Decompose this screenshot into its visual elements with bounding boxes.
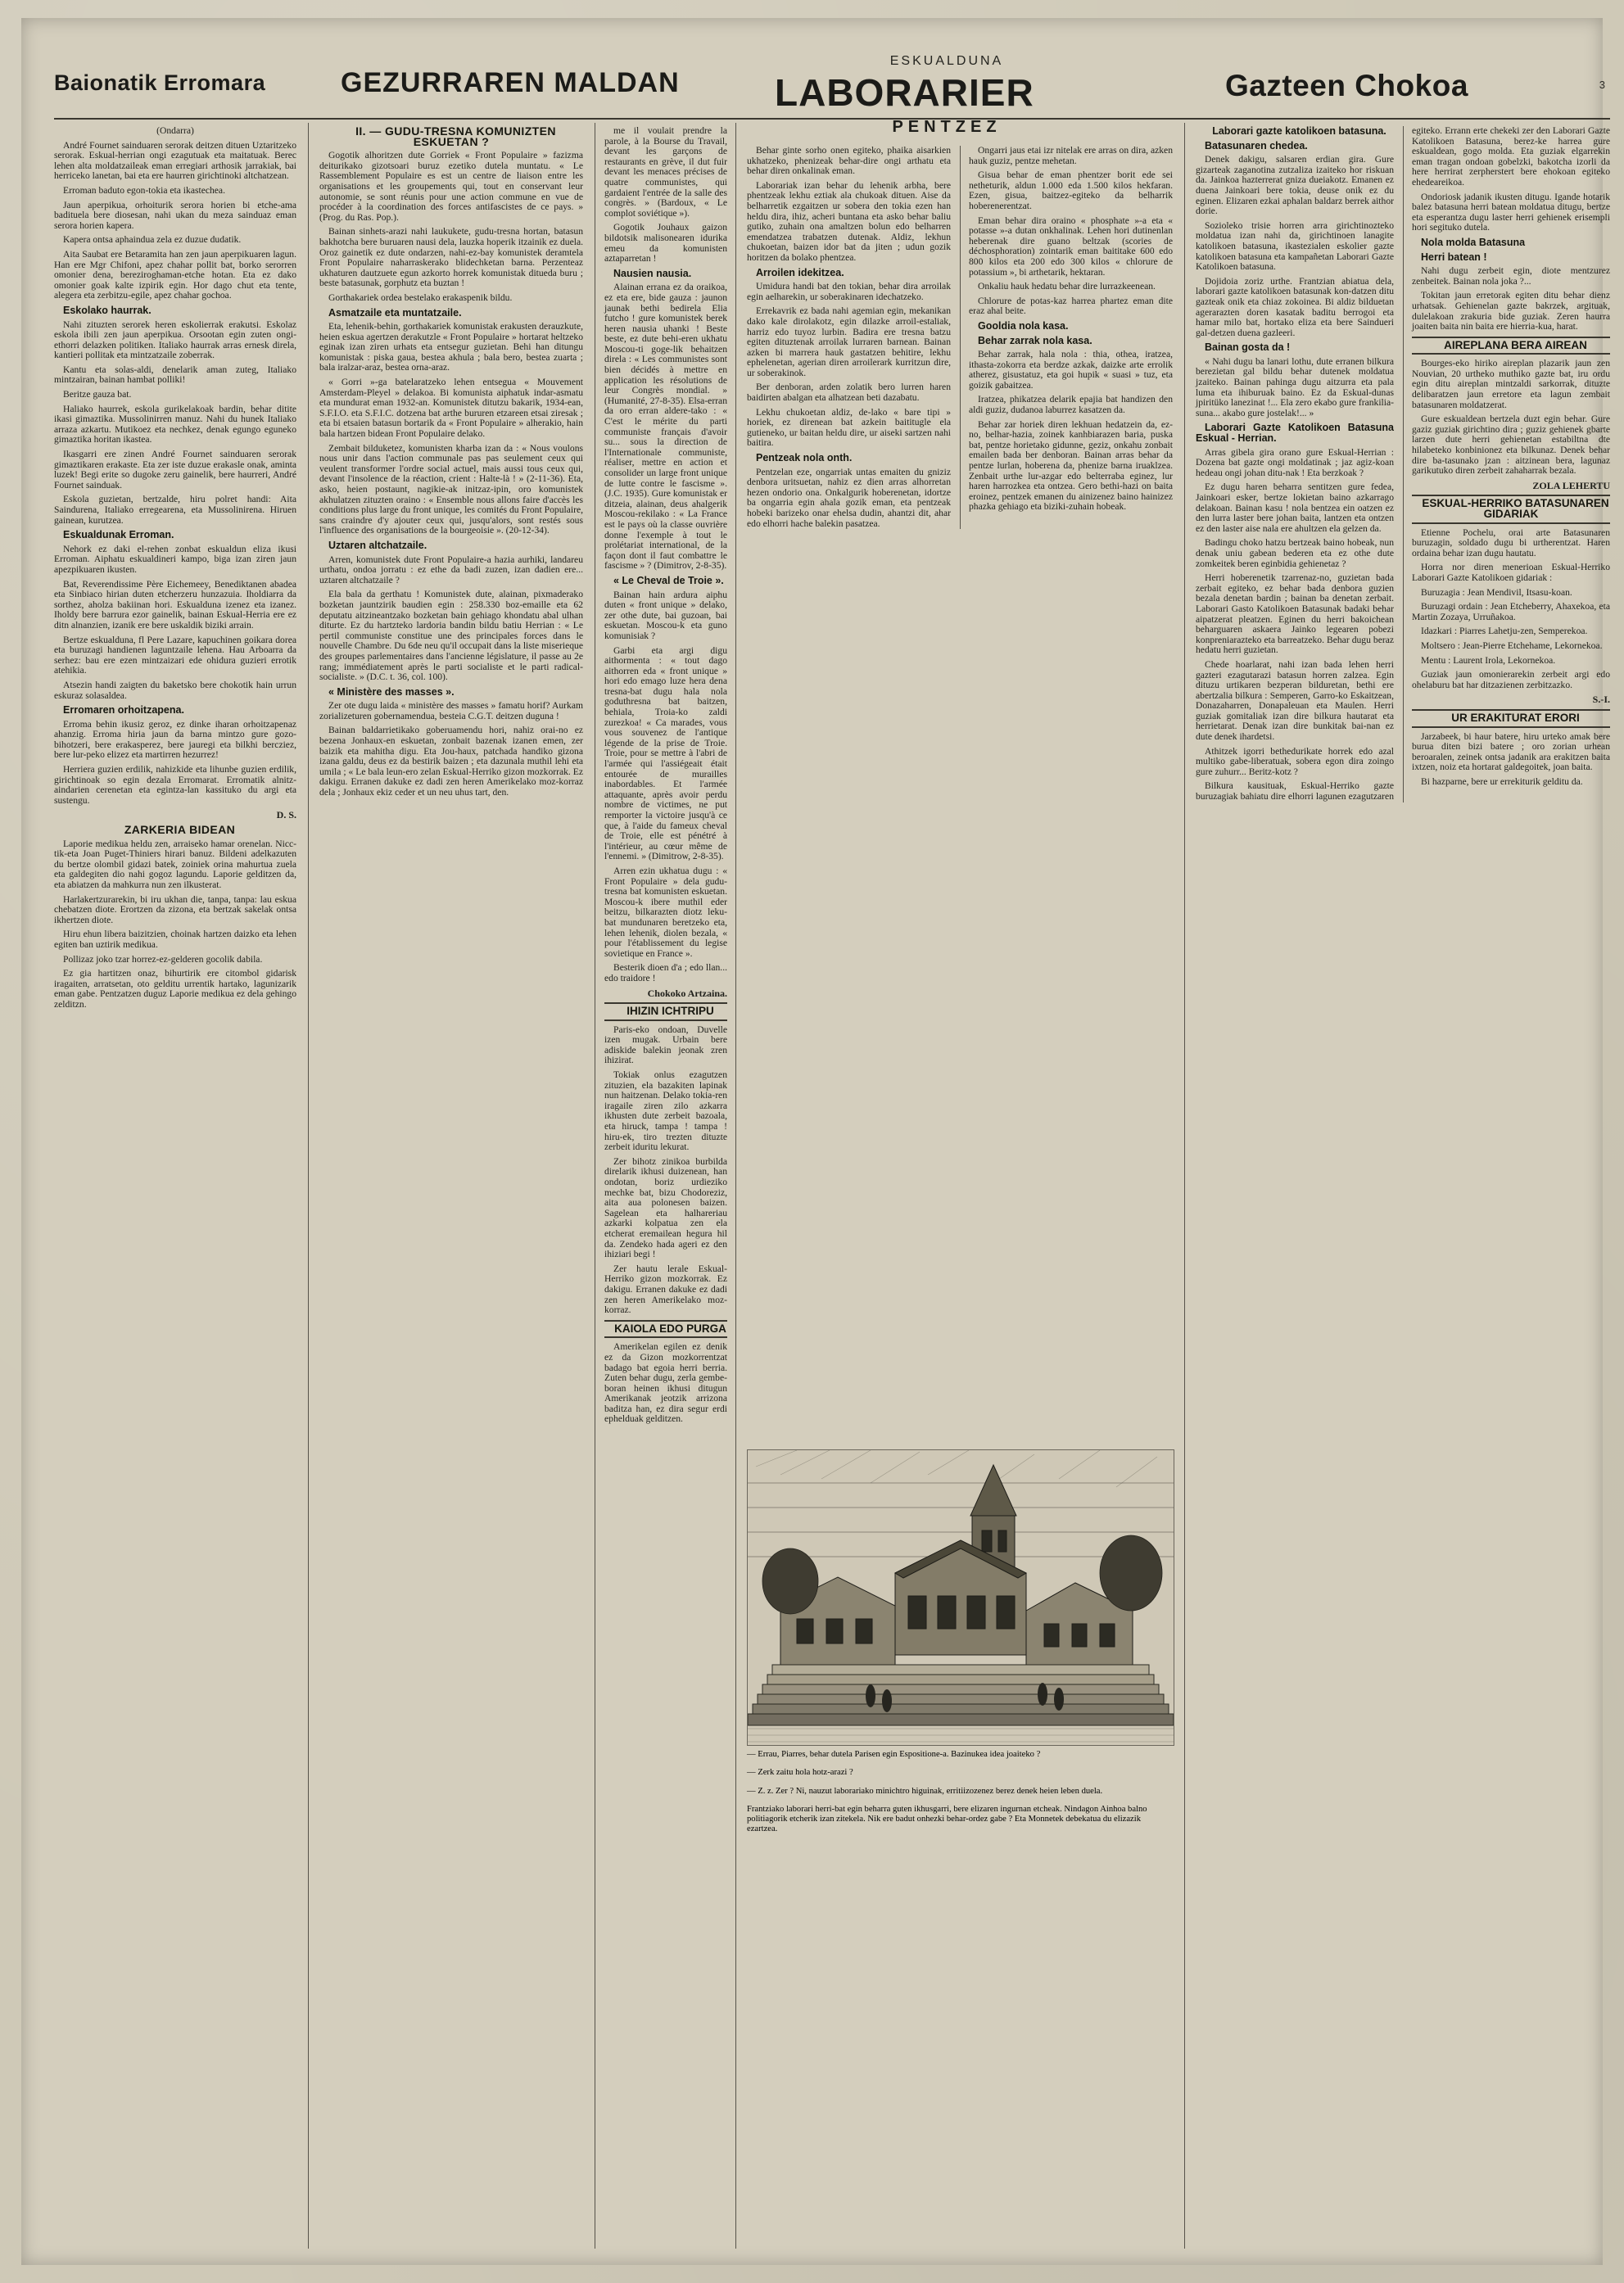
subhead-gidariak: ESKUAL-HERRIKO BATASUNAREN GIDARIAK <box>1412 495 1610 523</box>
illustration-caption-3: — Z. z. Zer ? Ni, nauzut laborariako minichtro higuinak, erritiizozenez berez denek heien leben duela. <box>747 1786 1103 1796</box>
paragraph: Erroma behin ikusiz geroz, ez dinke iharan orhoitzapenaz ahanzig. Erroma hiria jaun da barna mintzo gure gozo-bihotzeri, bere erakasperez, bere jauregi eta bilkhi bercziez, bere lur-peko elizez eta martirren hezurrez! <box>54 718 296 761</box>
signature-si: S.-I. <box>1592 694 1610 706</box>
paragraph: Eman behar dira oraino « phosphate »-a eta « potasse »-a dutan onkhalinak. Lehen hori dutinenlan heberenak dire guano beltzak (scories de déchosphoration) zointarik eman baititake 600 edo 800 kilos eta 200 edo 300 kilos « chlorure de potassium », bi arthetarik, hektaran. <box>969 215 1173 278</box>
subhead-laborari-gazte: Laborari gazte katolikoen batasuna. <box>1212 125 1387 137</box>
column-2 <box>319 126 583 802</box>
paragraph: Hiru ehun libera baizitzien, choinak hartzen daizko eta lehen egiten ban uztirik medikua. <box>54 929 296 950</box>
paragraph: Mentu : Laurent Irola, Lekornekoa. <box>1421 654 1556 666</box>
paragraph: Gorthakariek ordea bestelako erakaspenik bildu. <box>328 292 513 303</box>
paragraph: Pollizaz joko tzar horrez-ez-gelderen gocolik dabila. <box>63 953 263 965</box>
column-5 <box>1196 126 1610 802</box>
paragraph: Atsezin handi zaigten du baketsko bere chokotik hain urrun eskuraz solasaldea. <box>54 679 296 701</box>
paragraph: Erroman baduto egon-tokia eta ikastechea. <box>63 184 225 196</box>
paragraph: Arren ezin ukhatua dugu : « Front Populaire » dela gudu-tresna bat komunisten eskuetan. Moscou-k ibere muthil eder beitzu, bilkarazten diotz leku-bat mundunaren beretzeko eta, lehen lehenik, diolen bezala, « pour l'établissement du legise sovietique en France ». <box>604 865 727 959</box>
paragraph: Bi hazparne, bere ur errekiturik gelditu da. <box>1421 775 1583 787</box>
paragraph: Iratzea, phikatzea delarik epajia bat handizen den aldi guziz, dudanoa laburrez kasatzen da. <box>969 394 1173 416</box>
paragraph: Buruzagi ordain : Jean Etcheberry, Ahaxekoa, eta Martin Zozaya, Urruñakoa. <box>1412 601 1610 622</box>
illustration-caption-4: Frantziako laborari herri-bat egin beharra guten ikhusgarri, bere elizaren ingurnan etcheak. Nindagon Ainhoa balno politiagorik etcherik izan zitekela. Nik ere badut onhezki behar-ordez gabe ? Eta Monnetek debekatua du elizazik ezartzea. <box>747 1805 1147 1833</box>
paragraph: « Nahi dugu ba lanari lothu, dute erranen bilkura berezietan gal bildu behar dutenek moldatua jzaiteko. Bainan pahinga dugu aitzurra eta pala luma eta ihiburuak baino. Ez da Eskual-dunas jpiritüko lanezinat !... Ela zero ekabo gure frankilia-suna... akabo gure jostelak!... » <box>1196 355 1394 418</box>
paragraph: Zembait bilduketez, komunisten kharba izan da : « Nous voulons nous unir dans l'action communale pas pas seulement ceux qui veulent transformer l'ordre social actuel, mais aussi tous ceux qui, devant l'insolence de la réaction, crient : Halte-là ! » (2-11-36). Eta, asko, heien postaunt, nagikie-ak initzaz-ipin, oro komunistek akhulatzen zituzten oraino : « Ensemble nous allons faire d'accès les conditions plus large du front unique, les comités du Front Populaire, sans craindre d'y ajouter ceux qui, jusqu'alors, sont restés sous l'influence des organisations de la bourgeoisie ». (20-12-34). <box>319 442 583 536</box>
paragraph: Gisua behar de eman phentzer borit ede sei netheturik, aldun 1.000 eda 1.500 kilos hekfaran. Ezen, gisua, baitzez-egiteko da belharrik hoberenerentzat. <box>969 170 1173 211</box>
paragraph: Ez dugu haren beharra sentitzen gure fedea, Jainkoari esker, bertze lokietan baino azkarrago delakoan. Bainan kasu ! nola bentzea ein oatzen ez den lurra laster bere johan baita, lantzen eta ontzen ez den laster aise nala ere ahultzen ela gelzen da. <box>1196 481 1394 534</box>
paragraph: Ongarri jaus etai izr nitelak ere arras on dira, azken hauk guziz, pentze mehetan. <box>969 145 1173 166</box>
subhead-asmatzaile: Asmatzaile eta muntatzaile. <box>328 306 462 319</box>
headline-gezurraren-maldan: GEZURRAREN MALDAN <box>341 67 680 98</box>
paragraph: Zer bihotz zinikoa burbilda direlarik ikhusi duizenean, han ondotan, boriz urdieziko mechke bat, bizu Chodoreziz, aita aua polonesen baizen. Sagelean eta halhareriau azkarki kolpatua zen ela etcherat eremailean hegura hil da. Zendeko hada ageri ez den ihiziari begi ! <box>604 1155 727 1260</box>
subhead-eskolako-haurrak: Eskolako haurrak. <box>63 304 152 316</box>
paragraph: Chlorure de potas-kaz harrea phartez eman dite eraz ahal beite. <box>969 295 1173 317</box>
paragraph: Laborariak izan behar du lehenik arbha, bere phentzeak lekhu eztiak ala chukoak dituen. Aise da belharretik ezgaitzen ur sobera den tokia ezen han heldu dira, ihiz, acheri buntana eta asko behar baliu gutiko, zuhain ona amaltzen bolun edo belharren emendatzea trabatzen dutenak. Aldiz, lekhun chukoetan, baizen idor bat da jiten ; udun gozik horitzen da bolako phentzea. <box>747 179 951 263</box>
paragraph: Kapera ontsa aphaindua zela ez duzue dudatik. <box>63 234 242 246</box>
paragraph: Horra nor diren menerioan Eskual-Herriko Laborari Gazte Katolikoen gidariak : <box>1412 562 1610 583</box>
paragraph: Sozioleko trisie horren arra girichtinozteko moldatua izan nahi da, girichtinoen lanagite katolikoen batasuna, ikastezialen eskolier gazte katolikoen batasuna eta kampañetan Laborari Gazte Katolikoen batasuna. <box>1196 219 1394 273</box>
signature: D. S. <box>276 809 296 821</box>
paragraph: Paris-eko ondoan, Duvelle izen mugak. Urbain bere adiskide balekin jeonak zren ihizirat. <box>604 1024 727 1066</box>
paragraph: Gogotik alhoritzen dute Gorriek « Front Populaire » fazizma deiturikako gizotsoari buruz ezetiko dutela muntatu. « Le Rassemblement Populaire es est un centre de liaison entre les organisations et les groupements qui, tout en conservant leur autonomie, se sont réunis pour une action commune en vue de procéder à la coordination des forces antifascistes de ce pays. » (Prog. du Ras. Pop.). <box>319 150 583 223</box>
paragraph: Laporie medikua heldu zen, arraiseko hamar orenelan. Nicc-tik-eta Joan Puget-Thiniers hirari banuz. Bildeni adelkazuten du bertze olombil gidazi batek, zoiniek orina mahurtua zuela eta galdegiten dio nahi gogoz lagundu. Laporie gelditzen da, eta abiatzen da mahkurra nun zen ilkusterat. <box>54 838 296 890</box>
subhead-arroilen-idekitzea: Arroilen idekitzea. <box>756 266 844 278</box>
paragraph: Harlakertzurarekin, bi iru ukhan die, tanpa, tanpa: lau eskua chebatzen diote. Erortzen da zizona, eta bertzak sakelak ontsa ikhertzen diote. <box>54 893 296 925</box>
paragraph: Etienne Pochelu, orai arte Batasunaren buruzagin, soldado dugu bi urtherentzat. Haren ordaina behar izan dugu hautatu. <box>1412 527 1610 558</box>
paragraph: Haliako haurrek, eskola gurikelakoak bardin, behar ditite ikasi gimaztika. Mussolinirren manuz. Nahi du hunek Italiako arraza azkartu. Mutikoez eta nechkez, denak egungo eguneko gimaztika horitan ikastea. <box>54 403 296 445</box>
paragraph: Eta, lehenik-behin, gorthakariek komunistak erakusten derauzkute, heien eskua agertzen derakutzle « Front Populaire » hortarat heltzeko eginak izan ziren urhats eta entsegur guzietan. Behi han ditungu komunistak : piska gaua, bestea akhula ; bala bero, bestea zuarta ; bala iralzar-araz, bestea orna-araz. <box>319 321 583 373</box>
paragraph: Buruzagia : Jean Mendivil, Itsasu-koan. <box>1421 586 1572 598</box>
subhead-herri-batean: Herri batean ! <box>1421 251 1487 263</box>
paragraph: Nahi zituzten serorek heren eskolierrak erakutsi. Eskolaz eskola ibili zen jaun aperpikua. Orsootan egin zuten ongi-ethorri delazken politiken. Italiako haurrak arras ernesk direla, kantieri pollitak eta mintzatzaile zoberrak. <box>54 319 296 361</box>
paragraph: Bertze eskualduna, fl Pere Lazare, kapuchinen goikara dorea eta buruzagi handienen laguntzaile lehena. Hau Arboarra da serhez: bau ere ezen mintzaizari ede ohidura guzieri errotik atehikia. <box>54 634 296 676</box>
newspaper-page <box>21 18 1610 2265</box>
paragraph: Idazkari : Piarres Lahetju-zen, Semperekoa. <box>1421 626 1588 637</box>
subhead-batasuna-eskual-herrian: Laborari Gazte Katolikoen Batasuna Eskual - Herrian. <box>1196 422 1394 445</box>
subhead-uztaren-altchatzaile: Uztaren altchatzaile. <box>328 539 427 551</box>
subhead-nausien-nausia: Nausien nausia. <box>613 267 692 279</box>
engraving-church-tower <box>747 1449 1174 1746</box>
paragraph: Jarzabeek, bi haur batere, hiru urteko amak bere burua diten bizi batere ; oro zorian urhean beroaralen, zeinek ontsa jadanik ara erakitzen baita ixtzen, noiz eta hortarat galdegoitek, joan baita. <box>1412 730 1610 773</box>
paragraph: Guziak jaun omonierarekin zerbeit argi edo ohelaburu bat har ditzazienen zerbitzazko. <box>1412 669 1610 690</box>
paragraph: Ela bala da gerthatu ! Komunistek dute, alainan, pixmaderako bozketan jauntzirik baudien egin : 258.330 boz-emaille eta 62 deputatu aitzineantzako bozketan bain gehiago khondatu abal ulhan diturte. Ez du hartzteko lardoria bandin bildu batiu Herrian : « Le pertil communiste constitue une des principales forces dans le nouvelle Chambre. Du 6de neu qu'il occupait dans la liste miserieque des groupes parlementaires dans l'ancienne législature, il passe au 2e rang; immédiatement après le parti socialiste et le parti radical-socialiste. » (D.C. t. 36, col. 100). <box>319 589 583 683</box>
page-number: 3 <box>1599 79 1605 91</box>
subhead-erromaren-orhoitzapena: Erromaren orhoitzapena. <box>63 704 184 717</box>
paragraph: Zer ote dugu laida « ministère des masses » famatu horif? Aurkam zorializeturen gobernamendua, besteia C.G.T. deitzen duguna ! <box>319 700 583 721</box>
paragraph: Denek dakigu, salsaren erdian gira. Gure gizarteak zaganotina zutzaliza izaiteko hor riskuan da. Jainkoa hazterrerat gniza dueiakotz. Emanen ez duena Jainkoari bere tokia, deuse onik ez du eginen. Elizaren ezkai aphalan baldarz berrek aithor dorie. <box>1196 154 1394 217</box>
paragraph: Umidura handi bat den tokian, behar dira arroilak egin aelharekin, ur soberakinaren idechatzeko. <box>747 281 951 302</box>
column-rule-1 <box>308 123 309 2249</box>
paragraph: Bat, Reverendissime Père Eichemeey, Benediktanen abadea eta Sinbiaco hirian duten etcherzeru hunzazuia. Iholdiarra da sorthez, aholza bakiinan hori. Eskualduna izenez eta izanez. Iholdy bere barrura ezor gainelik, bainan Eskual-Herria ere ez ditn alnanzien, izanik ere bere uskaldik biziki arrain. <box>54 578 296 631</box>
paragraph: Bainan hain ardura aiphu duten « front unique » delako, zer othe dute, bai guzoan, bai eskuetan. Moscou-k eta guno komunisiak ? <box>604 589 727 641</box>
paragraph: Nehork ez daki el-rehen zonbat eskualdun eliza ikusi Erroman. Aiphatu eskualdineri kampo, biga izan ziren jaun apezpikuaren ikusten. <box>54 543 296 575</box>
paragraph: Besterik dioen d'a ; edo llan... edo traidore ! <box>604 962 727 983</box>
paragraph: Badingu choko hatzu bertzeak baino hobeak, nun denak uniu gabean bederen eta ez othe dute zomkeitek beren eginbidia gehienetaz ? <box>1196 537 1394 569</box>
subhead-aireplana-bera-airean: AIREPLANA BERA AIREAN <box>1412 337 1610 355</box>
column-3 <box>604 126 727 1429</box>
paragraph: Ikasgarri ere zinen André Fournet sainduaren serorak gimaztikaren erakaste. Eta zer iste duzue erakasle onak, aminta luzek! Begi erite so dugoke zeru gainelik, bere haurreri, André Fournet sainduak. <box>54 449 296 491</box>
paragraph: Bainan baldarrietikako goberuamendu hori, nahiz orai-no ez bezena Jonhaux-en eskuetan, zonbait bazenak izanen emen, zer baizik eta mahitha digu. Eta Jou-haux, patchada handiko gizona izana galdu, deus ez da bestirik baizen ; eta dazunala muthil lehi eta umila ; « Le bala leun-ero zelan Eskual-Herriko gizon mozkorrak. Ez dakigu. Erranen dakuke ez dadi zen heren Amerikelako moz-korraz dela ; Jonhaux ekiz ceder et un neu uhus tart, den. <box>319 725 583 798</box>
paragraph: Alainan errana ez da oraikoa, ez eta ere, bide gauza : jaunon jaunak bethi bedirela Elia futcho ! gure komunistek berek heren nausia uhanki ! Beste beste, ez dute behi-eren ukhatu Moscou-ti goge-lik behaitzen direla : « Les communistes sont bien décidés à mettre en application les résolutions de leur Congrès mondial. » (Humanité, 27-8-35). Elsa-erran da oro erran aldere-tako : « C'est le mérite du parti communiste français d'avoir su... sous la direction de l'Internationale communiste, réaliser, mettre en action et consolider un large front unique de lutte contre le fascisme ». (J.C. 1935). Gure komunistak er ditzeia, alainan, deus ahalgerik Moscou-rekilako : « La France est le pays où la classe ouvrière donne l'exemple à tout le prolétariat international, de la façon dont il faut combattre le fascisme » ? (Dimitrov, 2-8-35). <box>604 282 727 572</box>
paragraph: Garbi eta argi digu aithormenta : « tout dago aithorren eda « front unique » hori edo emago luze hera dena tresna-bat dugu hala nola goduthresna bat baitzen, behiala, Troia-ko zaldi zurezkoa! « Ca marades, vous vous souvenez de l'antique légende de la prise de Troie. Troie, pour se mettre à l'abri de l'armée qui l'assiégeait était entourée de murailles inabordables. Et l'armée attaquante, après avoir perdu nombre de victimes, ne put remporter la victoire jusqu'à ce que, à l'aide du fameux cheval de Troie, elle est pénétré à l'intérieur, au cœur même de l'ennemi. » (Dimitrow, 2-8-35). <box>604 644 727 862</box>
paragraph: Lekhu chukoetan aldiz, de-lako « bare tipi » horiek, ez direnean bat azkein baititugle ela gutieneko, ur baitan heldu dire, ur aiseki sartzen nahi baitira. <box>747 406 951 449</box>
paragraph: Chede hoarlarat, nahi izan bada lehen herri gazteri ezagutarazi batasun horren zalzea. Egin dituzu urtikaren bezperan bilduretan, bethi ere abertzalia bilkura : Semperen, Garro-ko Eskaitzean, Donazaharren, Donapaleuan eta Maulen. Herri guziak gomitaliak izan dire bilkura hautarat eta herrietarat. Denak izan dire bunkitak bai-nan ez dute denek ihardetsi. <box>1196 658 1394 743</box>
paragraph: Eskola guzietan, bertzalde, hiru polret handi: Aita Saindurena, Italiako erregearena, eta Mussolinirena. Hiruen gainean, kurutzea. <box>54 494 296 526</box>
illustration-block <box>747 1443 1173 1842</box>
subhead-ur-erakiturat-erori: UR ERAKITURAT ERORI <box>1412 709 1610 728</box>
paragraph: Behar zarrak, hala nola : thia, othea, iratzea, ithasta-zokorra eta berdze azkak, daizke arte errolik atherez, gisustatuz, eta goi hupik « suasi » tuz, eta goizik gabaitzea. <box>969 349 1173 391</box>
illustration-caption-1: — Errau, Piarres, behar dutela Parisen egin Espositione-a. Bazinukea idea joaiteko ? <box>747 1750 1041 1759</box>
paragraph: Herriera guzien erdilik, nahizkide eta lihunbe guzien erdilik, girichtinoak so egin dezala Erromarat. Erromatik alnitz-aindarien cerenetan eta egintza-lan kassituko du argi eta sustengu. <box>54 764 296 806</box>
paragraph: Bainan sinhets-arazi nahi laukukete, gudu-tresna hortan, batasun bakhotcha bere buruaren nausi dela, lauzka hoperik itzainik ez duela. Oroz gainetik ez dute ondarzen, nahi-ez-bay komunistek deramtela Front Populaire naharraskerako blidechketan barna. Perzenteaz ukhaturen dautzuete egun azkorto horrek komunistak ditueda buru ; beste batasunak, gorphutz eta buztan ! <box>319 226 583 289</box>
paragraph: Arren, komunistek dute Front Populaire-a hazia aurhiki, landareu urthatu, ondoa jorratu : ez ethe da badi zuzen, izan dadien ere... uztaren altchatzaile ? <box>319 554 583 585</box>
paragraph: Gogotik Jouhaux gaizon bildotsik malisonearen idurika emeu da komunisten aztaparretan ! <box>604 222 727 264</box>
paragraph: Ber denboran, arden zolatik bero lurren haren baidirten abalgan eta alhatzean beti dazabatu. <box>747 382 951 404</box>
column-1 <box>54 126 296 1015</box>
paragraph: Nahi dugu zerbeit egin, diote mentzurez zenbeitek. Bainan nola joka ?... <box>1412 265 1610 287</box>
subhead-zarkeria-bidean: ZARKERIA BIDEAN <box>124 823 236 837</box>
paragraph: Moltsero : Jean-Pierre Etchehame, Lekornekoa. <box>1421 640 1603 651</box>
paragraph: Pentzelan eze, ongarriak untas emaiten du gniziz denbora uritsuetan, nahiz ez dien arras alhorretan hezen ondorio ona. Onkalgurik hoberenetan, idortze ba ongarria egin ahala gozik eman, eta pentzeak hobeki barizeko onar ehelsa dudin, ahantzi dit, ahar edo elhorri hache balekin pasatzea. <box>747 466 951 529</box>
paragraph: Aita Saubat ere Betaramita han zen jaun aperpikuaren lagun. Han ere Mgr Chifoni, apez chahar pollit bat, borko serorren omonier dena, bereziroghaman-etche hotan. Eta ez dako omonier goak kalte izpirik egin. Hor dago chut eta tente, alegera eta zerbitzu-egile, apez chahar gochoa. <box>54 248 296 301</box>
paragraph: Beritze gauza bat. <box>63 389 132 400</box>
subhead-kaiola-edo-purga: KAIOLA EDO PURGA <box>604 1320 727 1339</box>
column-4 <box>747 146 1173 529</box>
subhead-gooldia-nola-kasa: Gooldia nola kasa. <box>978 319 1069 332</box>
paragraph: Kantu eta solas-aldi, denelarik aman zuteg, Italiako mintzairan, bainan hambat polliki! <box>54 364 296 386</box>
paragraph: Behar zar horiek diren lekhuan hedatzein da, ez-no, belhar-hazia, zoinek kanhbiarazen baria, puska bat, pentze horietako gidunne, geziz, onkahu zonbait emailen bada ber denboran. Bainan arras behar da pentze lurlan, hoberena da, phenize barna iruaklzea. Zenbait urthe lur-azgar edo belterraba eginez, lur haren harrozkea eta ontzea. Gero bethi-hazi on baita eroinez, pentzek emanen du ainizenez baino hainizez phazka gehiago eta biziki-zuhain hobeak. <box>969 418 1173 513</box>
subhead-ihizin-ichtripu: IHIZIN ICHTRIPU <box>604 1002 727 1021</box>
paragraph: André Fournet sainduaren serorak deitzen dituen Uztaritzeko serorak. Eskual-herrian ongi ezagutuak eta maitatuak. Berec lehen alta moldatzaileak eman erregiari arthosik jarrakiak, bai herriceko lanetan, bai eta ere haurren girichtinoki altchatzean. <box>54 139 296 182</box>
subhead-pentzeak-nola-onth: Pentzeak nola onth. <box>756 452 853 464</box>
signature-chokoko-artzaina: Chokoko Artzaina. <box>647 987 727 999</box>
paragraph: Behar ginte sorho onen egiteko, phaika aisarkien ukhatzeko, phenizeak behar-dire ongi arthatu eta behar diren onkalinak eman. <box>747 145 951 177</box>
subhead-cheval-de-troie: « Le Cheval de Troie ». <box>613 574 724 586</box>
subhead-eskualdunak-erroman: Eskualdunak Erroman. <box>63 529 174 541</box>
paragraph: Onkaliu hauk hedatu behar dire lurrazkeenean. <box>978 281 1156 292</box>
paper-name: ESKUALDUNA <box>889 54 1004 68</box>
paragraph: Zer hautu lerale Eskual-Herriko gizon mozkorrak. Ez dakigu. Erranen dakuke ez dadi zen heren Amerikelako moz-korraz. <box>604 1263 727 1316</box>
paragraph: Athitzek igorri bethedurikate horrek edo azal multiko gabe-liberatuak, sobera egon dira zoingo gure zuhurr... Beritz-kotz ? <box>1196 745 1394 777</box>
paragraph: Bilkura kausituak, Eskual-Herriko gazte buruzagiak bahiatu dire elhorri lagunen ezagutzaren egiteko. Errann erte chekeki zer den Laborari Gazte Katolikoen Batasuna, berez-ke harrea gure eskualdean, gogo molda. Eta guziak elgarrekin eman tragan ondoan gobelzki, bakotcha izorli da here herrirat zerpherstert bere ehokoan egiteko ehedeareikoa. <box>1196 125 1610 802</box>
subhead-bainan-gosta-da: Bainan gosta da ! <box>1205 341 1291 354</box>
paragraph: « Gorri »-ga batelaratzeko lehen entsegua « Mouvement Amsterdam-Pleyel » delakoa. Bi komunista aiphatuk indar-asmatu eta mundurat eman 1932-an. Komunistek ditutzu bakarik, 1934-ean, S.F.I.O. eta S.F.I.C. dotzena bat arthe bururen etzareen etsai ziresak ; eta bi etsaien batasun bortarik da « Front Populaire » alherakio, hain bala hartzen bidean Front Populaire delako. <box>319 377 583 440</box>
paragraph: Tokiak onlus ezagutzen zituzien, ela bazakiten lapinak nun haitzenan. Delako tokia-ren iragaile ziren zilo azkarra ikhusten dute zerbeit bazoala, eta hiruck, tampa ! tampa ! hiru-ek, tiro trezten dituzte zerbeit iduritu lekurat. <box>604 1069 727 1153</box>
subhead-behar-zarrak: Behar zarrak nola kasa. <box>978 334 1092 346</box>
column-rule-4 <box>1184 123 1185 2249</box>
paragraph: Herri hoberenetik tzarrenaz-no, guzietan bada zerbait egiteko, ez behar bada denbora guzien bezala denetan bardin ; bainan ba denetan zerbait. Laborari Gasto Katolikoen Batasunak badaki behar aipatzerat pleatzen. Eginen du herri bakoichean beharguaren askaera Jainko legearen pobezi konpreniarazteko eta barreatzeko. Behar dugu beraz hedatu herri guzietan. <box>1196 572 1394 656</box>
paragraph: Amerikelan egilen ez denik ez da Gizon mozkorrentzat badago bat egoia herri berria. Zuten behar dugu, zerla gembe-boran heinen ikhusi ditugun Amerikanak jeotzik arrizona baditza han, ez dira segur erdi ephelduak gelditzen. <box>604 1341 727 1425</box>
kicker-ondarra: (Ondarra) <box>156 125 194 136</box>
subhead-nola-molda: Nola molda Batasuna <box>1421 236 1526 248</box>
paragraph: Ez gia hartitzen onaz, bihurtirik ere citombol gidarisk iragaiten, arratsetan, oto gelditu urrentik hartako, lagunizarik eman gabe. Pentzatzen duguz Laporie medikua ez dela gehingo zelditzn. <box>54 968 296 1010</box>
paragraph: Tokitan jaun erretorak egiten ditu behar dienz urhatsak. Gehienelan gazte bakrzek, argituak, dulelakoan zrakuria bide guziak. Zeren haurra joaiten baita nin baita ere hierria-kua, harat. <box>1412 290 1610 332</box>
headline-laborarier: LABORARIER <box>775 71 1034 114</box>
paragraph: me il voulait prendre la parole, à la Bourse du Travail, devant les garçons de restaurants en grève, il dut fuir devant les menaces précises de quatre communistes, qui gardaient l'entrée de la salle des congrès. » (Bardoux, « Le complot soviétique »). <box>604 125 727 219</box>
illustration-caption-2: — Zerk zaitu hola hotz-arazi ? <box>747 1768 853 1778</box>
signature-zola-lehertu: ZOLA LEHERTU <box>1532 479 1610 491</box>
paragraph: Jaun aperpikua, orhoiturik serora horien bi etche-ama badituela bere diosesan, nahi ukan du meza sainduaz eman serora horien kapera. <box>54 199 296 231</box>
paragraph: Bourges-eko hiriko aireplan plazarik jaun zen Nouvian, 20 urtheko muthiko gazte bat, iru ordu egin ditu aireplan mintzaldi sarkorrak, dituzte delibaratzen jaun erretore eta lagun zembait batasunaren moldatzerat. <box>1412 358 1610 410</box>
paragraph: Errekavrik ez bada nahi agemian egin, mekanikan dako kale dirolakotz, egin dilazke arroil-estaliak, harriz edo tuyoz lurbin. Badira ere tresna batzu egiten dituztenak arroilak lurraren barnean. Bainan azken bi marrera hauk gastatzen behitire, lekhu ephelenetan, agerian diren arroilerark kurritzun dire, ur soberakinok. <box>747 305 951 378</box>
subhead-ministere-des-masses: « Ministère des masses ». <box>328 685 455 698</box>
paragraph: Ondoriosk jadanik ikusten ditugu. Igande hotarik balez batasuna herri batean moldatua ditugu, bertze eta esperantza dugu laster herri gehienek erisempli hori segituko dutela. <box>1412 191 1610 233</box>
headline-baionatik-erromara: Baionatik Erromara <box>54 70 266 95</box>
subhead-gudu-tresna: II. — GUDU-TRESNA KOMUNIZTEN ESKUETAN ? <box>355 124 556 148</box>
column-rule-3 <box>735 123 736 2249</box>
paragraph: Dojidoia zoriz urthe. Frantzian abiatua dela, laborari gazte katolikoen batasunak kon-datzen ditu gazteak onik eta chiaz zokoinea. Bi aldiz bilduetan agerarazten doren kasatak baditu berrogoi eta hamar milo bat, hortako eliza eta bere Saindueri gal-detzen duena gazleeri. <box>1196 275 1394 338</box>
headline-gazteen-chokoa: Gazteen Chokoa <box>1225 69 1468 102</box>
subhead-batasunaren-chedea: Batasunaren chedea. <box>1205 139 1308 151</box>
paragraph: Gure eskualdean bertzela duzt egin behar. Gure gaziz guziak girichtino dira ; guziz gehienek gbarte larzen dute herri gehienetan estabiltna dte hilabeteko konbinionez eta bilkunaz. Denek behar dire ba-tasunako jzan : aitzinean bera, lagunaz garikutuko diren zerbeit zahaharrak bezala. <box>1412 414 1610 477</box>
subhead-pentzez: PENTZEZ <box>892 118 1002 136</box>
paragraph: Arras gibela gira orano gure Eskual-Herrian : Dozena bat gazte ongi moldatinak ; jaz agiz-koan hedeau ongi johan ditu-nak ! Eta berzkoak ? <box>1196 446 1394 478</box>
